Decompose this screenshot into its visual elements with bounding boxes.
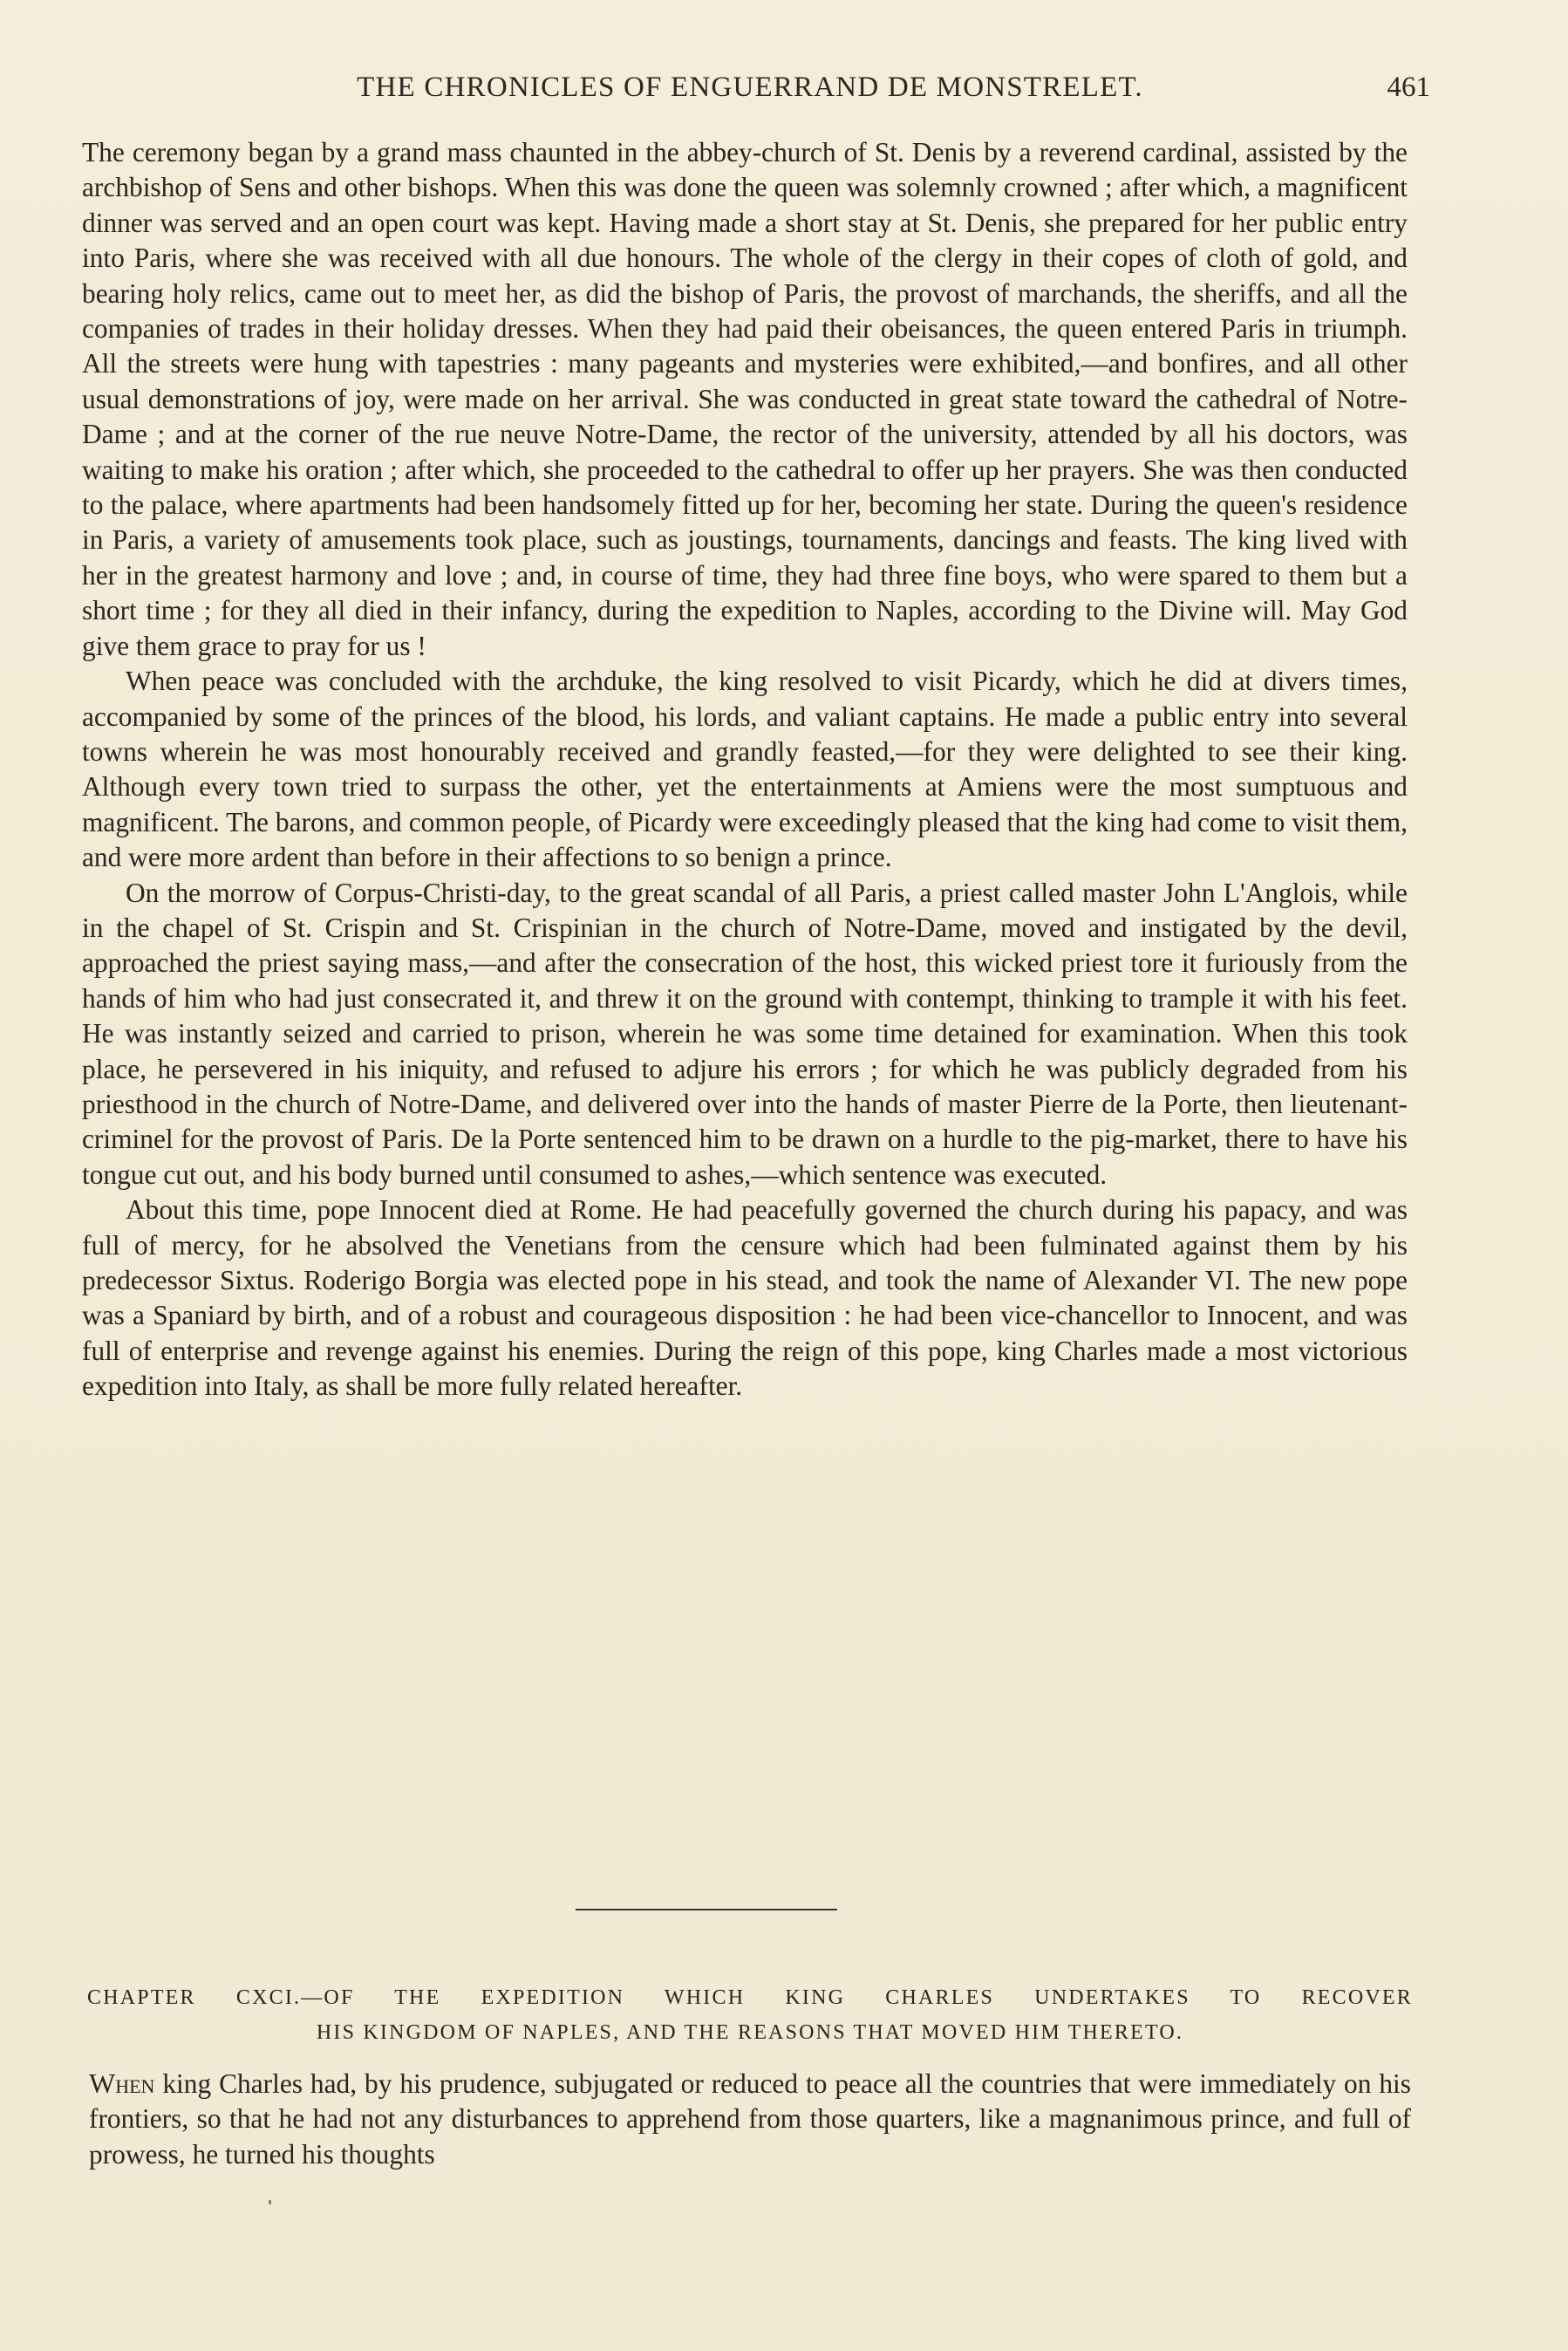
page-number: 461 [1387, 72, 1430, 103]
chapter-body [89, 2066, 1411, 2172]
paragraph-pope-innocent: About this time, pope Innocent died at Rome. He had peacefully governed the church during his papacy, and was full of mercy, for he absolved the Venetians from the censure which had been fulminated against them by his predecessor Sixtus. Roderigo Borgia was elected pope in his stead, and took the name of Alexander VI. The new pope was a Spaniard by birth, and of a robust and courageous disposition : he had been vice-chancellor to Innocent, and was full of enterprise and revenge against his enemies. During the reign of this pope, king Charles made a most victorious expedition into Italy, as shall be more fully related hereafter. [82, 1194, 1408, 1402]
chapter-lead-word: When [89, 2067, 155, 2099]
paragraph-coronation: The ceremony began by a grand mass chaunted in the abbey-church of St. Denis by a reverend cardinal, assisted by the archbishop of Sens and other bishops. When this was done the queen was solemnly crowned ; after which, a magnificent dinner was served and an open court was kept. Having made a short stay at St. Denis, she prepared for her public entry into Paris, where she was received with all due honours. The whole of the clergy in their copes of cloth of gold, and bearing holy relics, came out to meet her, as did the bishop of Paris, the provost of marchands, the sheriffs, and all the companies of trades in their holiday dresses. When they had paid their obeisances, the queen entered Paris in triumph. All the streets were hung with tapestries : many pageants and mysteries were exhibited,—and bonfires, and all other usual demonstrations of joy, were made on her arrival. She was conducted in great state toward the cathedral of Notre-Dame ; and at the corner of the rue neuve Notre-Dame, the rector of the university, attended by all his doctors, was waiting to make his oration ; after which, she proceeded to the cathedral to offer up her prayers. She was then conducted to the palace, where apartments had been handsomely fitted up for her, becoming her state. During the queen's residence in Paris, a variety of amusements took place, such as joustings, tournaments, dancings and feasts. The king lived with her in the greatest harmony and love ; and, in course of time, they had three fine boys, who were spared to them but a short time ; for they all died in their infancy, during the expedition to Naples, according to the Divine will. May God give them grace to pray for us ! [82, 137, 1408, 661]
body-text [82, 135, 1408, 1404]
running-title: THE CHRONICLES OF ENGUERRAND DE MONSTRELET. [357, 72, 1143, 103]
chapter-heading [87, 1980, 1413, 2050]
paragraph-picardy-visit: When peace was concluded with the archduke, the king resolved to visit Picardy, which he did at divers times, accompanied by some of the princes of the blood, his lords, and valiant captains. He made a public entry into several towns wherein he was most honourably received and grandly feasted,—for they were delighted to see their king. Although every town tried to surpass the other, yet the entertainments at Amiens were the most sumptuous and magnificent. The barons, and common people, of Picardy were exceedingly pleased that the king had come to visit them, and were more ardent than before in their affections to so benign a prince. [82, 666, 1408, 873]
running-head [87, 72, 1430, 115]
chapter-heading-line-2: HIS KINGDOM OF NAPLES, AND THE REASONS THAT MOVED HIM THERETO. [316, 2021, 1184, 2044]
chapter-heading-line-1: CHAPTER CXCI.—OF THE EXPEDITION WHICH KING CHARLES UNDERTAKES TO RECOVER [87, 1986, 1413, 2009]
section-divider [576, 1909, 837, 1910]
chapter-opening-paragraph [89, 2066, 1411, 2172]
paper-speck [269, 2200, 271, 2204]
paragraph-corpus-christi: On the morrow of Corpus-Christi-day, to the great scandal of all Paris, a priest called master John L'Anglois, while in the chapel of St. Crispin and St. Crispinian in the church of Notre-Dame, moved and instigated by the devil, approached the priest saying mass,—and after the consecration of the host, this wicked priest tore it furiously from the hands of him who had just consecrated it, and threw it on the ground with contempt, thinking to trample it with his feet. He was instantly seized and carried to prison, wherein he was some time detained for examination. When this took place, he persevered in his iniquity, and refused to adjure his errors ; for which he was publicly degraded from his priesthood in the church of Notre-Dame, and delivered over into the hands of master Pierre de la Porte, then lieutenant-criminel for the provost of Paris. De la Porte sentenced him to be drawn on a hurdle to the pig-market, there to have his tongue cut out, and his body burned until consumed to ashes,—which sentence was executed. [82, 877, 1408, 1190]
chapter-opening-text: king Charles had, by his prudence, subjugated or reduced to peace all the countries that were immediately on his frontiers, so that he had not any disturbances to apprehend from those quarters, like a magnanimous prince, and full of prowess, he turned his thoughts [89, 2068, 1411, 2170]
